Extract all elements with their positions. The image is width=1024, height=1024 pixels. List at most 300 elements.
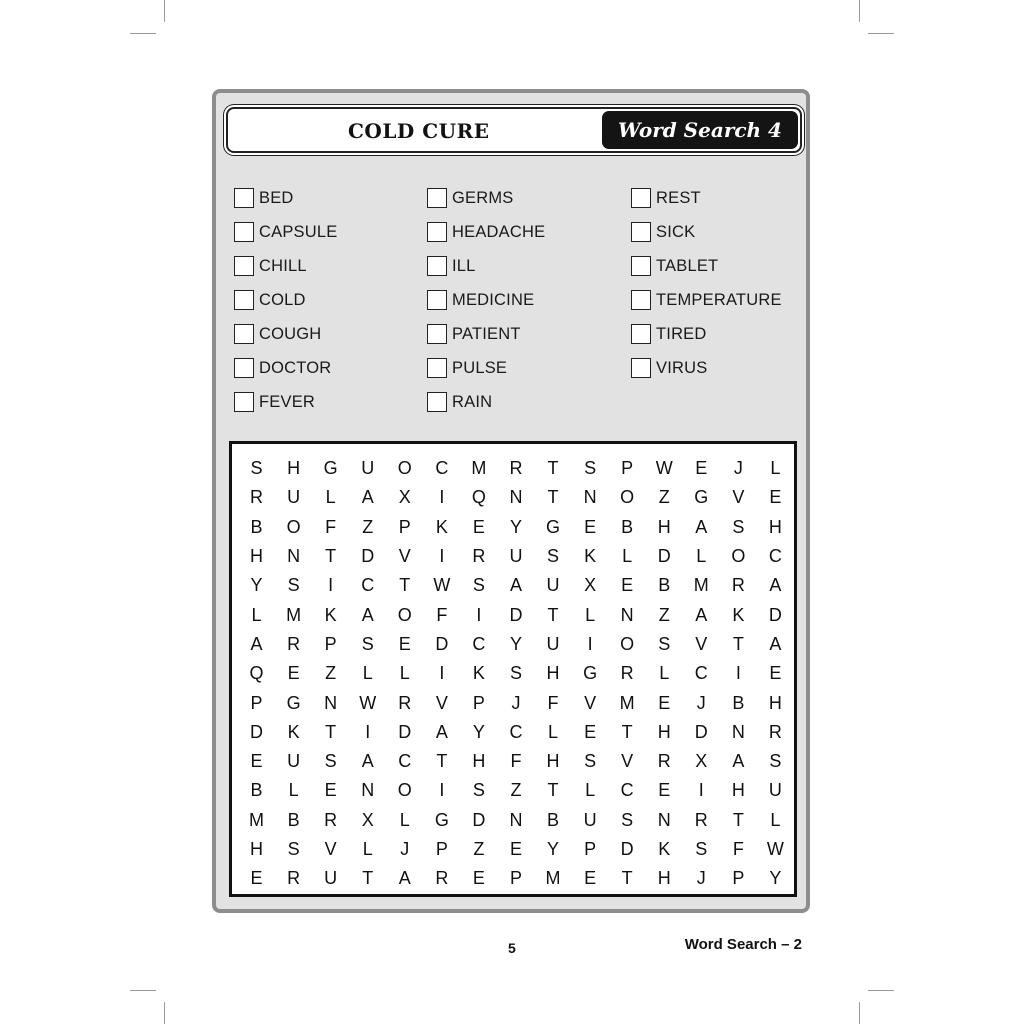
grid-letter[interactable]: F <box>510 751 522 772</box>
grid-letter[interactable]: K <box>287 721 300 742</box>
grid-letter[interactable]: N <box>731 721 745 742</box>
grid-letter[interactable]: N <box>509 487 523 508</box>
grid-letter[interactable]: R <box>398 692 412 713</box>
grid-letter[interactable]: J <box>511 692 521 713</box>
grid-letter[interactable]: R <box>694 809 708 830</box>
grid-letter[interactable]: B <box>250 516 263 537</box>
grid-letter[interactable]: S <box>250 458 263 479</box>
grid-letter[interactable]: U <box>361 458 375 479</box>
grid-letter[interactable]: M <box>693 575 709 596</box>
grid-letter[interactable]: V <box>584 692 597 713</box>
word-checkbox[interactable] <box>234 392 254 412</box>
grid-letter[interactable]: L <box>399 663 410 684</box>
grid-letter[interactable]: A <box>769 575 782 596</box>
grid-letter[interactable]: L <box>659 663 670 684</box>
grid-letter[interactable]: H <box>472 751 486 772</box>
grid-letter[interactable]: T <box>621 721 633 742</box>
crop-mark <box>164 0 165 22</box>
word-list <box>234 181 804 421</box>
grid-letter[interactable]: P <box>435 839 448 859</box>
grid-letter[interactable]: M <box>545 868 561 889</box>
grid-letter[interactable]: I <box>439 780 445 801</box>
word-checkbox[interactable] <box>631 256 651 276</box>
page-number: 5 <box>508 940 516 956</box>
word-label: TABLET <box>656 256 719 275</box>
grid-letter[interactable]: J <box>696 692 706 713</box>
word-column <box>631 181 782 385</box>
grid-letter[interactable]: M <box>471 458 487 479</box>
grid-letter[interactable]: T <box>547 458 559 479</box>
grid-letter[interactable]: N <box>287 546 301 567</box>
grid-letter[interactable]: Z <box>658 487 670 508</box>
grid-letter[interactable]: X <box>584 575 597 596</box>
grid-letter[interactable]: R <box>768 721 782 742</box>
grid-letter[interactable]: C <box>694 663 708 684</box>
grid-letter[interactable]: S <box>732 516 745 537</box>
grid-letter[interactable]: I <box>735 663 741 684</box>
grid-letter[interactable]: Z <box>325 663 337 684</box>
grid-letter[interactable]: I <box>439 663 445 684</box>
word-label: HEADACHE <box>452 222 546 241</box>
grid-letter[interactable]: D <box>694 721 708 742</box>
grid-letter[interactable]: D <box>472 809 486 830</box>
grid-letter[interactable]: H <box>250 546 264 567</box>
grid-letter[interactable]: Z <box>473 839 485 859</box>
crop-mark <box>859 1002 860 1024</box>
grid-letter[interactable]: U <box>324 868 338 889</box>
grid-letter[interactable]: A <box>732 751 745 772</box>
word-label: DOCTOR <box>259 358 332 377</box>
grid-letter[interactable]: I <box>476 604 482 625</box>
crop-mark <box>164 1002 165 1024</box>
grid-letter[interactable]: E <box>584 868 597 889</box>
grid-letter[interactable]: D <box>361 546 375 567</box>
grid-letter[interactable]: K <box>732 604 745 625</box>
grid-row <box>232 718 794 747</box>
grid-letter[interactable]: D <box>435 633 449 654</box>
grid-letter[interactable]: I <box>698 780 704 801</box>
grid-letter[interactable]: T <box>547 604 559 625</box>
grid-letter[interactable]: L <box>399 809 410 830</box>
word-item <box>234 385 337 419</box>
word-column <box>427 181 545 419</box>
grid-letter[interactable]: A <box>435 721 448 742</box>
grid-letter[interactable]: E <box>658 780 671 801</box>
grid-letter[interactable]: T <box>547 487 559 508</box>
grid-letter[interactable]: P <box>732 868 745 889</box>
grid-letter[interactable]: V <box>621 751 634 772</box>
grid-letter[interactable]: X <box>361 809 374 830</box>
grid-letter[interactable]: D <box>509 604 523 625</box>
word-item <box>631 283 782 317</box>
grid-row <box>232 688 794 717</box>
grid-letter[interactable]: W <box>359 692 377 713</box>
word-item <box>631 181 782 215</box>
grid-letter[interactable]: E <box>287 663 300 684</box>
grid-letter[interactable]: G <box>434 809 449 830</box>
grid-letter[interactable]: Y <box>509 516 522 537</box>
grid-letter[interactable]: E <box>250 751 263 772</box>
word-label: MEDICINE <box>452 290 535 309</box>
grid-letter[interactable]: Y <box>472 721 485 742</box>
word-label: TIRED <box>656 324 707 343</box>
grid-letter[interactable]: D <box>620 839 634 859</box>
grid-letter[interactable]: S <box>287 839 300 859</box>
word-checkbox[interactable] <box>631 290 651 310</box>
grid-letter[interactable]: E <box>398 633 411 654</box>
grid-letter[interactable]: E <box>509 839 522 859</box>
grid-letter[interactable]: U <box>287 487 301 508</box>
grid-letter[interactable]: O <box>620 487 635 508</box>
word-label: RAIN <box>452 392 493 411</box>
word-checkbox[interactable] <box>631 358 651 378</box>
grid-letter[interactable]: T <box>436 751 448 772</box>
grid-letter[interactable]: E <box>472 516 485 537</box>
grid-letter[interactable]: K <box>472 663 485 684</box>
grid-letter[interactable]: S <box>621 809 634 830</box>
grid-letter[interactable]: D <box>657 546 671 567</box>
grid-letter[interactable]: R <box>287 633 301 654</box>
grid-letter[interactable]: P <box>584 839 597 859</box>
grid-letter[interactable]: N <box>324 692 338 713</box>
grid-letter[interactable]: K <box>584 546 597 567</box>
grid-letter[interactable]: V <box>435 692 448 713</box>
word-checkbox[interactable] <box>234 358 254 378</box>
word-checkbox[interactable] <box>234 290 254 310</box>
grid-letter[interactable]: K <box>324 604 337 625</box>
grid-letter[interactable]: I <box>439 546 445 567</box>
grid-letter[interactable]: T <box>362 868 374 889</box>
grid-letter[interactable]: F <box>547 692 559 713</box>
word-label: CHILL <box>259 256 307 275</box>
grid-letter[interactable]: O <box>286 516 301 537</box>
grid-letter[interactable]: L <box>770 458 781 479</box>
word-checkbox[interactable] <box>427 290 447 310</box>
grid-letter[interactable]: W <box>433 575 451 596</box>
grid-letter[interactable]: A <box>361 604 374 625</box>
grid-letter[interactable]: R <box>731 575 745 596</box>
grid-letter[interactable]: L <box>585 604 596 625</box>
grid-letter[interactable]: Z <box>658 604 670 625</box>
grid-letter[interactable]: C <box>361 575 375 596</box>
grid-letter[interactable]: Y <box>547 839 560 859</box>
grid-letter[interactable]: B <box>287 809 300 830</box>
grid-letter[interactable]: I <box>587 633 593 654</box>
grid-letter[interactable]: S <box>547 546 560 567</box>
grid-letter[interactable]: S <box>658 633 671 654</box>
grid-letter[interactable]: H <box>731 780 745 801</box>
grid-letter[interactable]: M <box>286 604 302 625</box>
grid-letter[interactable]: C <box>620 780 634 801</box>
grid-letter[interactable]: A <box>361 751 374 772</box>
word-label: SICK <box>656 222 696 241</box>
grid-letter[interactable]: L <box>362 839 373 859</box>
word-item <box>427 181 545 215</box>
grid-letter[interactable]: H <box>546 751 560 772</box>
grid-letter[interactable]: V <box>695 633 708 654</box>
grid-letter[interactable]: F <box>325 516 337 537</box>
word-checkbox[interactable] <box>427 222 447 242</box>
word-label: FEVER <box>259 392 316 411</box>
grid-letter[interactable]: Y <box>509 633 522 654</box>
grid-letter[interactable]: I <box>365 721 371 742</box>
grid-letter[interactable]: A <box>250 633 263 654</box>
grid-letter[interactable]: O <box>620 633 635 654</box>
grid-letter[interactable]: E <box>695 458 708 479</box>
grid-letter[interactable]: W <box>655 458 673 479</box>
word-item <box>427 317 545 351</box>
grid-letter[interactable]: H <box>657 721 671 742</box>
grid-letter[interactable]: T <box>547 780 559 801</box>
grid-row <box>232 747 794 776</box>
grid-letter[interactable]: G <box>286 692 301 713</box>
grid-letter[interactable]: U <box>546 633 560 654</box>
grid-letter[interactable]: L <box>622 546 633 567</box>
letter-grid <box>229 441 797 897</box>
word-checkbox[interactable] <box>631 222 651 242</box>
crop-mark <box>868 990 894 991</box>
grid-letter[interactable]: C <box>472 633 486 654</box>
grid-letter[interactable]: P <box>398 516 411 537</box>
word-label: GERMS <box>452 188 514 207</box>
word-checkbox[interactable] <box>234 222 254 242</box>
grid-letter[interactable]: R <box>435 868 449 889</box>
grid-letter[interactable]: B <box>621 516 634 537</box>
grid-letter[interactable]: T <box>399 575 411 596</box>
grid-letter[interactable]: E <box>584 516 597 537</box>
grid-letter[interactable]: P <box>509 868 522 889</box>
grid-letter[interactable]: V <box>324 839 337 859</box>
word-checkbox[interactable] <box>427 188 447 208</box>
word-label: CAPSULE <box>259 222 338 241</box>
grid-letter[interactable]: L <box>362 663 373 684</box>
grid-letter[interactable]: Q <box>471 487 486 508</box>
grid-letter[interactable]: L <box>251 604 262 625</box>
grid-letter[interactable]: S <box>361 633 374 654</box>
grid-letter[interactable]: A <box>695 604 708 625</box>
puzzle-panel <box>212 89 810 913</box>
grid-letter[interactable]: J <box>733 458 743 479</box>
grid-row <box>232 600 794 629</box>
word-item <box>427 283 545 317</box>
book-title: Word Search – 2 <box>684 936 802 953</box>
grid-letter[interactable]: T <box>732 633 744 654</box>
grid-letter[interactable]: L <box>288 780 299 801</box>
grid-letter[interactable]: S <box>472 575 485 596</box>
word-item <box>234 249 337 283</box>
grid-letter[interactable]: M <box>619 692 635 713</box>
grid-letter[interactable]: P <box>472 692 485 713</box>
grid-letter[interactable]: U <box>768 780 782 801</box>
grid-letter[interactable]: L <box>325 487 336 508</box>
word-checkbox[interactable] <box>427 392 447 412</box>
grid-letter[interactable]: R <box>250 487 264 508</box>
grid-letter[interactable]: A <box>509 575 522 596</box>
grid-letter[interactable]: N <box>657 809 671 830</box>
grid-letter[interactable]: N <box>583 487 597 508</box>
word-label: TEMPERATURE <box>656 290 782 309</box>
grid-letter[interactable]: D <box>398 721 412 742</box>
grid-letter[interactable]: Q <box>249 663 264 684</box>
puzzle-badge: Word Search 4 <box>602 111 798 149</box>
grid-letter[interactable]: E <box>769 487 782 508</box>
grid-letter[interactable]: Z <box>510 780 522 801</box>
grid-letter[interactable]: E <box>584 721 597 742</box>
grid-letter[interactable]: S <box>324 751 337 772</box>
grid-letter[interactable]: H <box>657 868 671 889</box>
grid-letter[interactable]: B <box>547 809 560 830</box>
grid-letter[interactable]: K <box>435 516 448 537</box>
grid-letter[interactable]: G <box>583 663 598 684</box>
word-checkbox[interactable] <box>427 358 447 378</box>
grid-letter[interactable]: F <box>436 604 448 625</box>
grid-letter[interactable]: R <box>287 868 301 889</box>
grid-letter[interactable]: W <box>766 839 784 859</box>
grid-letter[interactable]: B <box>732 692 745 713</box>
grid-letter[interactable]: J <box>400 839 410 859</box>
grid-letter[interactable]: S <box>584 458 597 479</box>
grid-letter[interactable]: S <box>472 780 485 801</box>
word-label: COUGH <box>259 324 322 343</box>
grid-letter[interactable]: G <box>546 516 561 537</box>
grid-letter[interactable]: P <box>250 692 263 713</box>
grid-letter[interactable]: R <box>657 751 671 772</box>
grid-letter[interactable]: E <box>250 868 263 889</box>
grid-letter[interactable]: F <box>732 839 744 859</box>
word-item <box>234 283 337 317</box>
grid-letter[interactable]: L <box>696 546 707 567</box>
grid-letter[interactable]: G <box>694 487 709 508</box>
word-label: BED <box>259 188 294 207</box>
grid-letter[interactable]: E <box>769 663 782 684</box>
word-checkbox[interactable] <box>234 324 254 344</box>
grid-letter[interactable]: L <box>585 780 596 801</box>
grid-letter[interactable]: O <box>731 546 746 567</box>
word-item <box>631 351 782 385</box>
grid-letter[interactable]: T <box>325 546 337 567</box>
word-label: PATIENT <box>452 324 521 343</box>
word-checkbox[interactable] <box>631 324 651 344</box>
grid-letter[interactable]: D <box>250 721 264 742</box>
word-checkbox[interactable] <box>234 188 254 208</box>
crop-mark <box>859 0 860 22</box>
grid-letter[interactable]: R <box>324 809 338 830</box>
grid-letter[interactable]: C <box>398 751 412 772</box>
grid-letter[interactable]: H <box>768 516 782 537</box>
grid-letter[interactable]: S <box>769 751 782 772</box>
grid-letter[interactable]: K <box>658 839 671 859</box>
grid-letter[interactable]: S <box>287 575 300 596</box>
grid-letter[interactable]: M <box>249 809 265 830</box>
grid-row <box>232 835 794 864</box>
grid-letter[interactable]: E <box>324 780 337 801</box>
grid-letter[interactable]: P <box>324 633 337 654</box>
grid-row <box>232 806 794 835</box>
grid-letter[interactable]: P <box>621 458 634 479</box>
grid-letter[interactable]: A <box>398 868 411 889</box>
grid-letter[interactable]: B <box>250 780 263 801</box>
grid-letter[interactable]: O <box>397 604 412 625</box>
grid-letter[interactable]: V <box>398 546 411 567</box>
grid-letter[interactable]: U <box>287 751 301 772</box>
grid-letter[interactable]: O <box>397 458 412 479</box>
grid-letter[interactable]: C <box>509 721 523 742</box>
word-checkbox[interactable] <box>631 188 651 208</box>
word-checkbox[interactable] <box>427 256 447 276</box>
grid-letter[interactable]: V <box>732 487 745 508</box>
grid-letter[interactable]: R <box>472 546 486 567</box>
grid-letter[interactable]: E <box>658 692 671 713</box>
grid-letter[interactable]: U <box>509 546 523 567</box>
grid-letter[interactable]: S <box>695 839 708 859</box>
grid-letter[interactable]: X <box>695 751 708 772</box>
grid-letter[interactable]: H <box>287 458 301 479</box>
grid-letter[interactable]: T <box>732 809 744 830</box>
grid-letter[interactable]: I <box>328 575 334 596</box>
grid-letter[interactable]: A <box>361 487 374 508</box>
grid-letter[interactable]: S <box>509 663 522 684</box>
word-item <box>427 215 545 249</box>
grid-letter[interactable]: H <box>657 516 671 537</box>
word-checkbox[interactable] <box>234 256 254 276</box>
word-label: COLD <box>259 290 306 309</box>
grid-letter[interactable]: R <box>620 663 634 684</box>
grid-letter[interactable]: X <box>398 487 411 508</box>
word-label: PULSE <box>452 358 508 377</box>
grid-letter[interactable]: H <box>250 839 264 859</box>
word-label: VIRUS <box>656 358 708 377</box>
grid-letter[interactable]: U <box>546 575 560 596</box>
grid-letter[interactable]: T <box>621 868 633 889</box>
grid-letter[interactable]: Z <box>362 516 374 537</box>
grid-row <box>232 776 794 805</box>
grid-letter[interactable]: A <box>695 516 708 537</box>
grid-letter[interactable]: H <box>768 692 782 713</box>
grid-letter[interactable]: E <box>621 575 634 596</box>
word-item <box>234 317 337 351</box>
word-checkbox[interactable] <box>427 324 447 344</box>
title-bar <box>226 107 802 153</box>
grid-letter[interactable]: B <box>658 575 671 596</box>
word-item <box>427 249 545 283</box>
grid-letter[interactable]: N <box>509 809 523 830</box>
grid-letter[interactable]: L <box>548 721 559 742</box>
grid-letter[interactable]: C <box>768 546 782 567</box>
grid-letter[interactable]: U <box>583 809 597 830</box>
grid-letter[interactable]: N <box>361 780 375 801</box>
grid-letter[interactable]: D <box>768 604 782 625</box>
grid-letter[interactable]: G <box>323 458 338 479</box>
grid-letter[interactable]: N <box>620 604 634 625</box>
grid-letter[interactable]: H <box>546 663 560 684</box>
grid-letter[interactable]: Y <box>250 575 263 596</box>
grid-letter[interactable]: S <box>584 751 597 772</box>
grid-letter[interactable]: C <box>435 458 449 479</box>
grid-letter[interactable]: Y <box>769 868 782 889</box>
grid-letter[interactable]: R <box>509 458 523 479</box>
grid-letter[interactable]: L <box>770 809 781 830</box>
grid-letter[interactable]: I <box>439 487 445 508</box>
grid-letter[interactable]: O <box>397 780 412 801</box>
grid-letter[interactable]: A <box>769 633 782 654</box>
grid-letter[interactable]: J <box>696 868 706 889</box>
word-item <box>234 215 337 249</box>
grid-row <box>232 513 794 542</box>
grid-letter[interactable]: E <box>472 868 485 889</box>
grid-letter[interactable]: T <box>325 721 337 742</box>
grid-row <box>232 454 794 483</box>
grid-row <box>232 483 794 512</box>
